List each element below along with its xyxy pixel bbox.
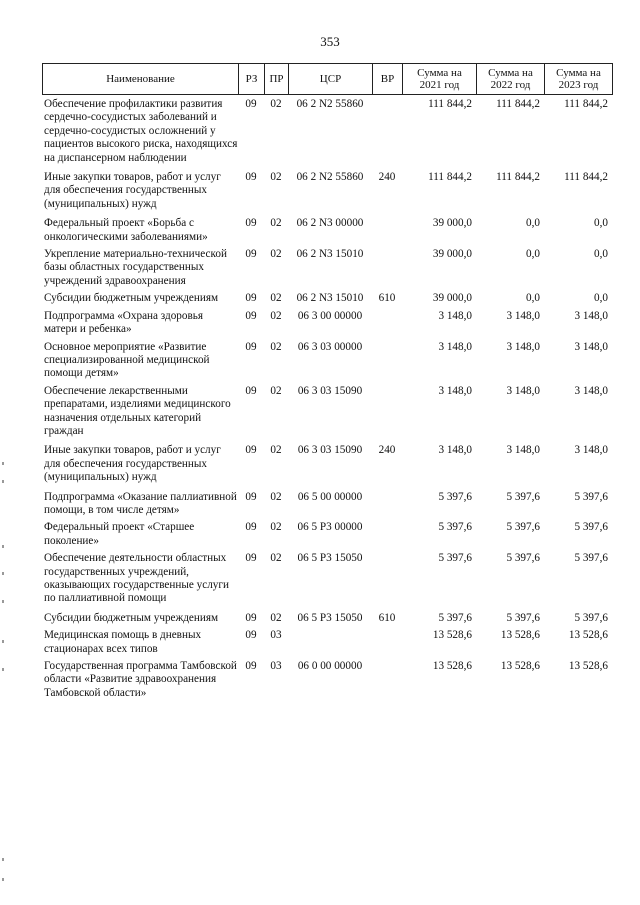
row-name: Субсидии бюджетным учреждениям: [44, 611, 219, 624]
table-row: [42, 341, 612, 381]
header-pr: ПР: [265, 64, 289, 95]
row-rz: 09: [245, 292, 257, 305]
row-sum-2023: 13 528,6: [568, 629, 608, 642]
row-name: Обеспечение профилактики развития сердечно-сосудистых заболеваний и сердечно-сосудистых осложнений у пациентов высокого риска, находящихся на диспансерном наблюдении: [44, 98, 238, 164]
row-rz: 09: [245, 340, 257, 353]
row-name: Подпрограмма «Охрана здоровья матери и ребенка»: [44, 309, 204, 336]
table-row: [42, 444, 612, 484]
row-sum-2021: 111 844,2: [428, 171, 472, 184]
row-sum-2022: 3 148,0: [506, 340, 540, 353]
row-csr: 06 3 00 00000: [297, 309, 363, 322]
row-name: Подпрограмма «Оказание паллиативной помощи, в том числе детям»: [44, 490, 237, 516]
row-csr: 06 5 P3 15050: [297, 552, 363, 565]
row-name: Обеспечение деятельности областных государственных учреждений, оказывающих государственные услуги по паллиативной помощи: [44, 552, 229, 605]
row-rz: 09: [245, 171, 257, 184]
row-sum-2022: 0,0: [526, 248, 540, 261]
row-sum-2021: 5 397,6: [438, 552, 472, 565]
row-csr: 06 3 03 15090: [297, 384, 363, 397]
table-row: [42, 248, 612, 288]
row-name: Основное мероприятие «Развитие специализированной медицинской помощи детям»: [44, 340, 210, 380]
row-rz: 09: [245, 444, 257, 457]
row-sum-2023: 111 844,2: [564, 171, 608, 184]
row-sum-2021: 13 528,6: [432, 629, 472, 642]
row-sum-2023: 3 148,0: [574, 340, 608, 353]
row-sum-2021: 39 000,0: [432, 292, 472, 305]
row-sum-2022: 3 148,0: [506, 384, 540, 397]
row-pr: 02: [270, 384, 282, 397]
row-sum-2023: 3 148,0: [574, 444, 608, 457]
row-csr: 06 2 N3 15010: [296, 248, 364, 261]
row-sum-2023: 3 148,0: [574, 309, 608, 322]
row-sum-2022: 0,0: [526, 217, 540, 230]
row-pr: 02: [270, 309, 282, 322]
row-name: Государственная программа Тамбовской области «Развитие здравоохранения Тамбовской области»: [44, 660, 237, 699]
row-name: Иные закупки товаров, работ и услуг для обеспечения государственных (муниципальных) нужд: [44, 171, 221, 210]
row-sum-2021: 5 397,6: [438, 521, 472, 534]
row-sum-2023: 5 397,6: [574, 611, 608, 624]
row-sum-2021: 3 148,0: [438, 384, 472, 397]
row-sum-2021: 5 397,6: [438, 611, 472, 624]
row-pr: 02: [270, 217, 282, 230]
table-row: [42, 660, 612, 700]
header-sum-2022: Сумма на 2022 год: [477, 64, 545, 95]
row-csr: 06 5 00 00000: [297, 490, 363, 503]
row-pr: 02: [270, 490, 282, 503]
row-csr: 06 2 N2 55860: [296, 171, 364, 184]
row-pr: 03: [270, 660, 282, 673]
row-sum-2022: 5 397,6: [506, 521, 540, 534]
row-sum-2023: 0,0: [594, 292, 608, 305]
row-sum-2022: 5 397,6: [506, 611, 540, 624]
table-row: [42, 552, 612, 606]
row-sum-2022: 111 844,2: [496, 171, 540, 184]
row-sum-2022: 111 844,2: [496, 98, 540, 110]
row-csr: 06 2 N3 00000: [296, 217, 364, 230]
row-pr: 02: [270, 611, 282, 624]
row-csr: 06 5 P3 15050: [297, 611, 363, 624]
row-pr: 02: [270, 98, 282, 110]
row-sum-2021: 39 000,0: [432, 248, 472, 261]
row-pr: 02: [270, 444, 282, 457]
row-sum-2023: 5 397,6: [574, 552, 608, 565]
scan-edge-marks: [2, 0, 5, 905]
table-row: [42, 491, 612, 518]
header-csr: ЦСР: [289, 64, 373, 95]
row-rz: 09: [245, 217, 257, 230]
row-sum-2023: 0,0: [594, 248, 608, 261]
row-pr: 03: [270, 629, 282, 642]
row-csr: 06 2 N3 15010: [296, 292, 364, 305]
row-rz: 09: [245, 490, 257, 503]
row-sum-2022: 5 397,6: [506, 490, 540, 503]
row-csr: 06 2 N2 55860: [296, 98, 364, 110]
row-sum-2023: 5 397,6: [574, 490, 608, 503]
row-rz: 09: [245, 309, 257, 322]
row-pr: 02: [270, 171, 282, 184]
row-sum-2022: 13 528,6: [500, 660, 540, 673]
row-pr: 02: [270, 552, 282, 565]
header-rz: РЗ: [239, 64, 265, 95]
table-row: [42, 629, 612, 656]
row-name: Субсидии бюджетным учреждениям: [44, 292, 219, 305]
header-vr: ВР: [373, 64, 403, 95]
row-pr: 02: [270, 248, 282, 261]
page-number: 353: [320, 34, 340, 49]
row-sum-2022: 0,0: [526, 292, 540, 305]
row-name: Федеральный проект «Старшее поколение»: [44, 521, 195, 547]
row-sum-2021: 3 148,0: [438, 340, 472, 353]
table-row: [42, 612, 612, 625]
row-name: Иные закупки товаров, работ и услуг для обеспечения государственных (муниципальных) нужд: [44, 444, 221, 484]
row-sum-2021: 111 844,2: [428, 98, 472, 110]
row-rz: 09: [245, 248, 257, 261]
row-sum-2021: 3 148,0: [438, 309, 472, 322]
row-sum-2023: 13 528,6: [568, 660, 608, 673]
table-row: [42, 292, 612, 305]
row-vr: 240: [378, 444, 396, 457]
header-sum-2023: Сумма на 2023 год: [545, 64, 613, 95]
row-rz: 09: [245, 611, 257, 624]
row-name: Федеральный проект «Борьба с онкологическими заболеваниями»: [44, 217, 208, 243]
row-sum-2021: 13 528,6: [432, 660, 472, 673]
row-sum-2023: 5 397,6: [574, 521, 608, 534]
row-sum-2021: 5 397,6: [438, 490, 472, 503]
row-rz: 09: [245, 521, 257, 534]
row-sum-2023: 111 844,2: [564, 98, 608, 110]
row-pr: 02: [270, 292, 282, 305]
row-sum-2023: 3 148,0: [574, 384, 608, 397]
row-sum-2023: 0,0: [594, 217, 608, 230]
header-name: Наименование: [43, 64, 239, 95]
table-row: [42, 98, 612, 165]
table-row: [42, 171, 612, 211]
table-row: [42, 217, 612, 244]
table-row: [42, 385, 612, 439]
table-body: [42, 98, 612, 704]
table-row: [42, 521, 612, 548]
row-vr: 240: [378, 171, 396, 184]
row-name: Медицинская помощь в дневных стационарах всех типов: [44, 629, 202, 655]
row-sum-2022: 3 148,0: [506, 444, 540, 457]
row-csr: 06 5 P3 00000: [297, 521, 363, 534]
row-sum-2022: 13 528,6: [500, 629, 540, 642]
row-csr: 06 3 03 15090: [297, 444, 363, 457]
row-csr: 06 3 03 00000: [297, 340, 363, 353]
table-header: [42, 63, 613, 95]
row-name: Обеспечение лекарственными препаратами, изделиями медицинского назначения отдельных категорий граждан: [44, 384, 231, 437]
table-row: [42, 310, 612, 337]
row-rz: 09: [245, 98, 257, 110]
row-vr: 610: [378, 611, 396, 624]
row-rz: 09: [245, 660, 257, 673]
row-rz: 09: [245, 552, 257, 565]
row-sum-2022: 5 397,6: [506, 552, 540, 565]
header-sum-2021: Сумма на 2021 год: [403, 64, 477, 95]
row-vr: 610: [378, 292, 396, 305]
row-rz: 09: [245, 384, 257, 397]
row-sum-2021: 39 000,0: [432, 217, 472, 230]
row-name: Укрепление материально-технической базы областных государственных учреждений здравоохранения: [44, 248, 227, 287]
row-sum-2021: 3 148,0: [438, 444, 472, 457]
row-pr: 02: [270, 340, 282, 353]
row-csr: 06 0 00 00000: [297, 660, 363, 673]
row-sum-2022: 3 148,0: [506, 309, 540, 322]
row-pr: 02: [270, 521, 282, 534]
row-rz: 09: [245, 629, 257, 642]
